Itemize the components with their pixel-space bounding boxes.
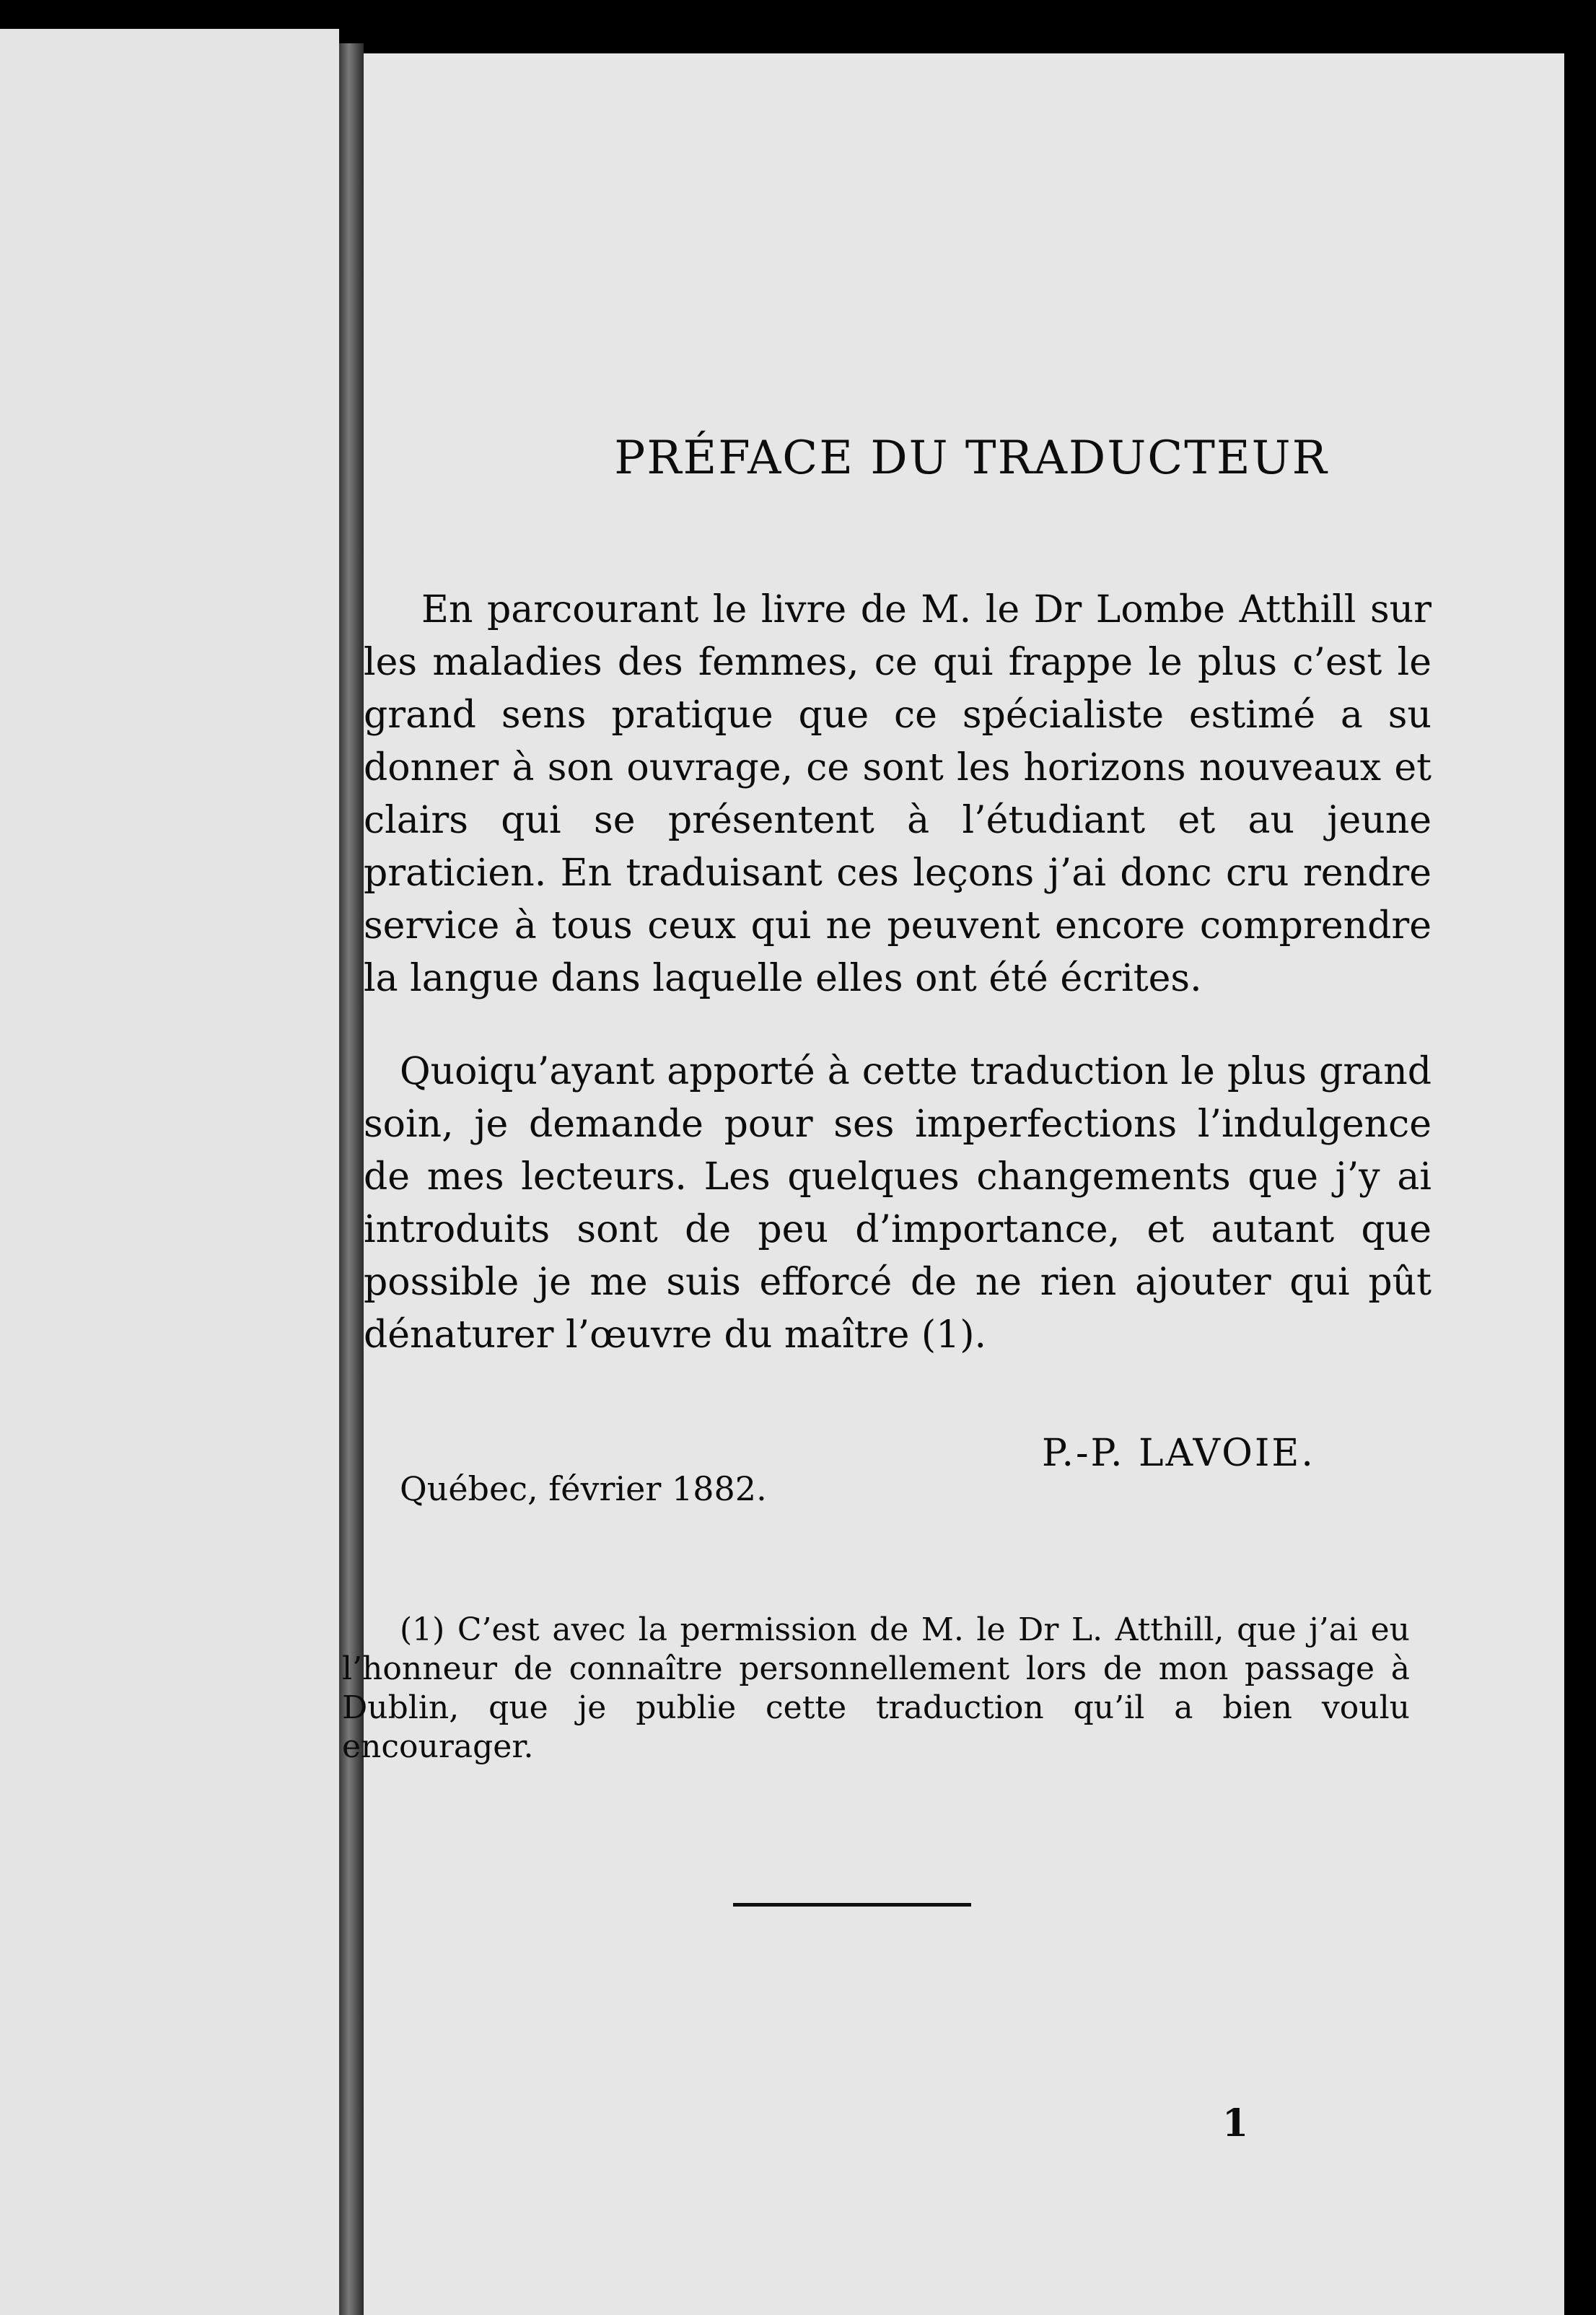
body-paragraph-1: En parcourant le livre de M. le Dr Lombe Atthill sur les maladies des femmes, ce qui frappe le plus c’est le grand sens pratique que ce spécialiste estimé a su donner à son ouvrage, ce sont les horizons nouveaux et clairs qui se présentent à l’étudiant et au jeune praticien. En traduisant ces leçons j’ai donc cru rendre service à tous ceux qui ne peuvent encore comprendre la langue dans laquelle elles ont été écrites. [364,588,1431,1000]
body-paragraph-2: Quoiqu’ayant apporté à cette traduction le plus grand soin, je demande pour ses imperfections l’indulgence de mes lecteurs. Les quelques changements que j’y ai introduits sont de peu d’importance, et autant que possible je me suis efforcé de ne rien ajouter qui pût dénaturer l’œuvre du maître (1). [364,1050,1431,1357]
footnote: (1) C’est avec la permission de M. le Dr L. Atthill, que j’ai eu l’honneur de connaître personnellement lors de mon passage à Dublin, que je publie cette traduction qu’il a bien voulu encourager. [342,1611,1410,1765]
left-facing-page [0,29,339,2315]
book-gutter [339,43,364,2315]
page-title: PRÉFACE DU TRADUCTEUR [614,432,1328,485]
scan-border [1564,0,1596,2315]
place-and-date: Québec, février 1882. [400,1469,767,1508]
translator-signature: P.-P. LAVOIE. [1042,1432,1315,1475]
closing-rule [733,1903,971,1907]
page [342,53,1564,2315]
page-number: 1 [1222,2101,1249,2145]
